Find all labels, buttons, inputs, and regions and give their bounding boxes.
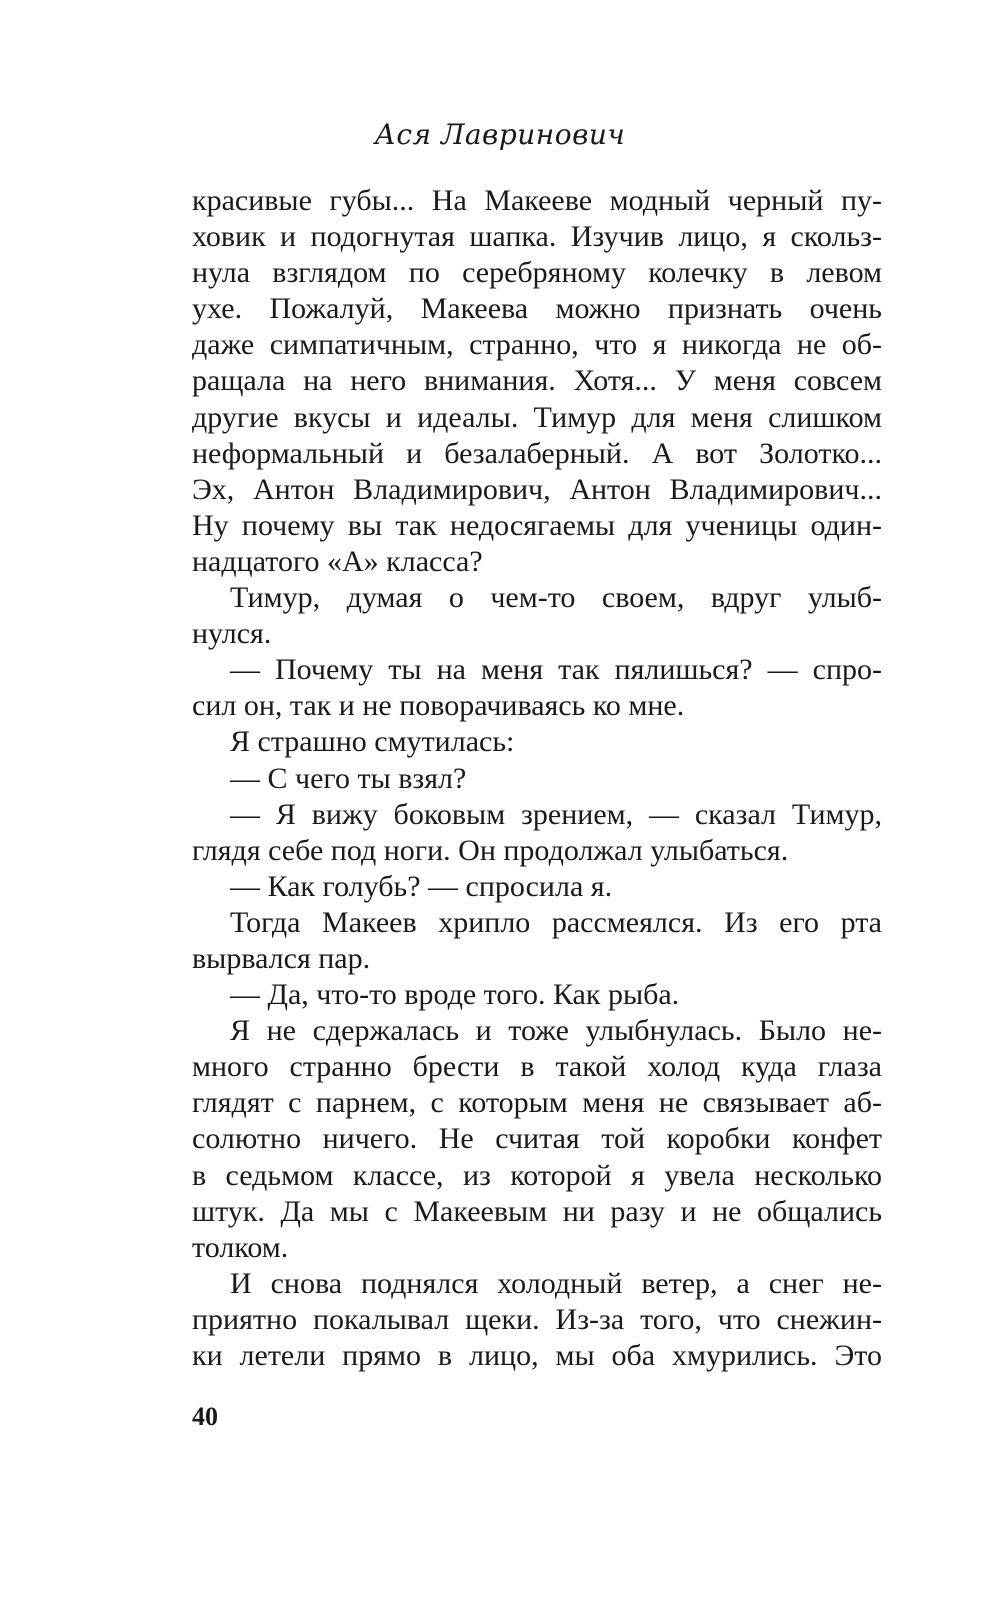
text-line: вырвался пар. bbox=[192, 941, 371, 975]
text-line: — С чего ты взял? bbox=[230, 761, 467, 795]
text-line: приятно покалывал щеки. Из-за того, что снежин- bbox=[192, 1302, 882, 1336]
text-line: даже симпатичным, странно, что я никогда не об- bbox=[192, 328, 882, 362]
text-line: красивые губы... На Макееве модный черный пу- bbox=[192, 184, 882, 217]
text-line: нулся. bbox=[192, 617, 272, 651]
text-line: неформальный и безалаберный. А вот Золотко... bbox=[192, 436, 882, 470]
text-line: толком. bbox=[192, 1230, 289, 1264]
text-line: глядят с парнем, с которым меня не связывает аб- bbox=[192, 1086, 882, 1120]
body-text bbox=[192, 183, 882, 1374]
text-line: ухе. Пожалуй, Макеева можно признать очень bbox=[192, 292, 882, 326]
text-line: другие вкусы и идеалы. Тимур для меня слишком bbox=[192, 400, 882, 434]
text-line: нула взглядом по серебряному колечку в левом bbox=[192, 256, 882, 290]
text-line: Эх, Антон Владимирович, Антон Владимирович... bbox=[192, 472, 882, 506]
text-line: Ну почему вы так недосягаемы для ученицы один- bbox=[192, 508, 882, 542]
text-line: ки летели прямо в лицо, мы оба хмурились. Это bbox=[192, 1339, 882, 1372]
text-line: в седьмом классе, из которой я увела несколько bbox=[192, 1158, 882, 1192]
text-line: — Да, что-то вроде того. Как рыба. bbox=[230, 978, 680, 1012]
text-line: штук. Да мы с Макеевым ни разу и не общались bbox=[192, 1194, 882, 1228]
text-line: Тимур, думая о чем-то своем, вдруг улыб- bbox=[230, 581, 882, 615]
text-line: — Почему ты на меня так пялишься? — спро- bbox=[230, 653, 882, 687]
text-line: солютно ничего. Не считая той коробки конфет bbox=[192, 1122, 882, 1156]
running-header-author: Ася Лавринович bbox=[374, 118, 626, 151]
text-line: И снова поднялся холодный ветер, а снег не- bbox=[230, 1266, 882, 1300]
text-line: сил он, так и не поворачиваясь ко мне. bbox=[192, 689, 685, 723]
text-line: — Я вижу боковым зрением, — сказал Тимур, bbox=[230, 797, 882, 831]
text-line: много странно брести в такой холод куда глаза bbox=[192, 1050, 882, 1084]
text-line: Я не сдержалась и тоже улыбнулась. Было не- bbox=[230, 1014, 882, 1048]
text-line: глядя себе под ноги. Он продолжал улыбаться. bbox=[192, 833, 789, 867]
text-line: ращала на него внимания. Хотя... У меня совсем bbox=[192, 364, 882, 398]
text-line: Я страшно смутилась: bbox=[230, 725, 515, 759]
page-number: 40 bbox=[192, 1402, 218, 1431]
text-line: ховик и подогнутая шапка. Изучив лицо, я скольз- bbox=[192, 220, 882, 254]
text-line: — Как голубь? — спросила я. bbox=[230, 869, 613, 903]
text-line: Тогда Макеев хрипло рассмеялся. Из его рта bbox=[230, 905, 882, 939]
text-line: надцатого «А» класса? bbox=[192, 544, 483, 578]
